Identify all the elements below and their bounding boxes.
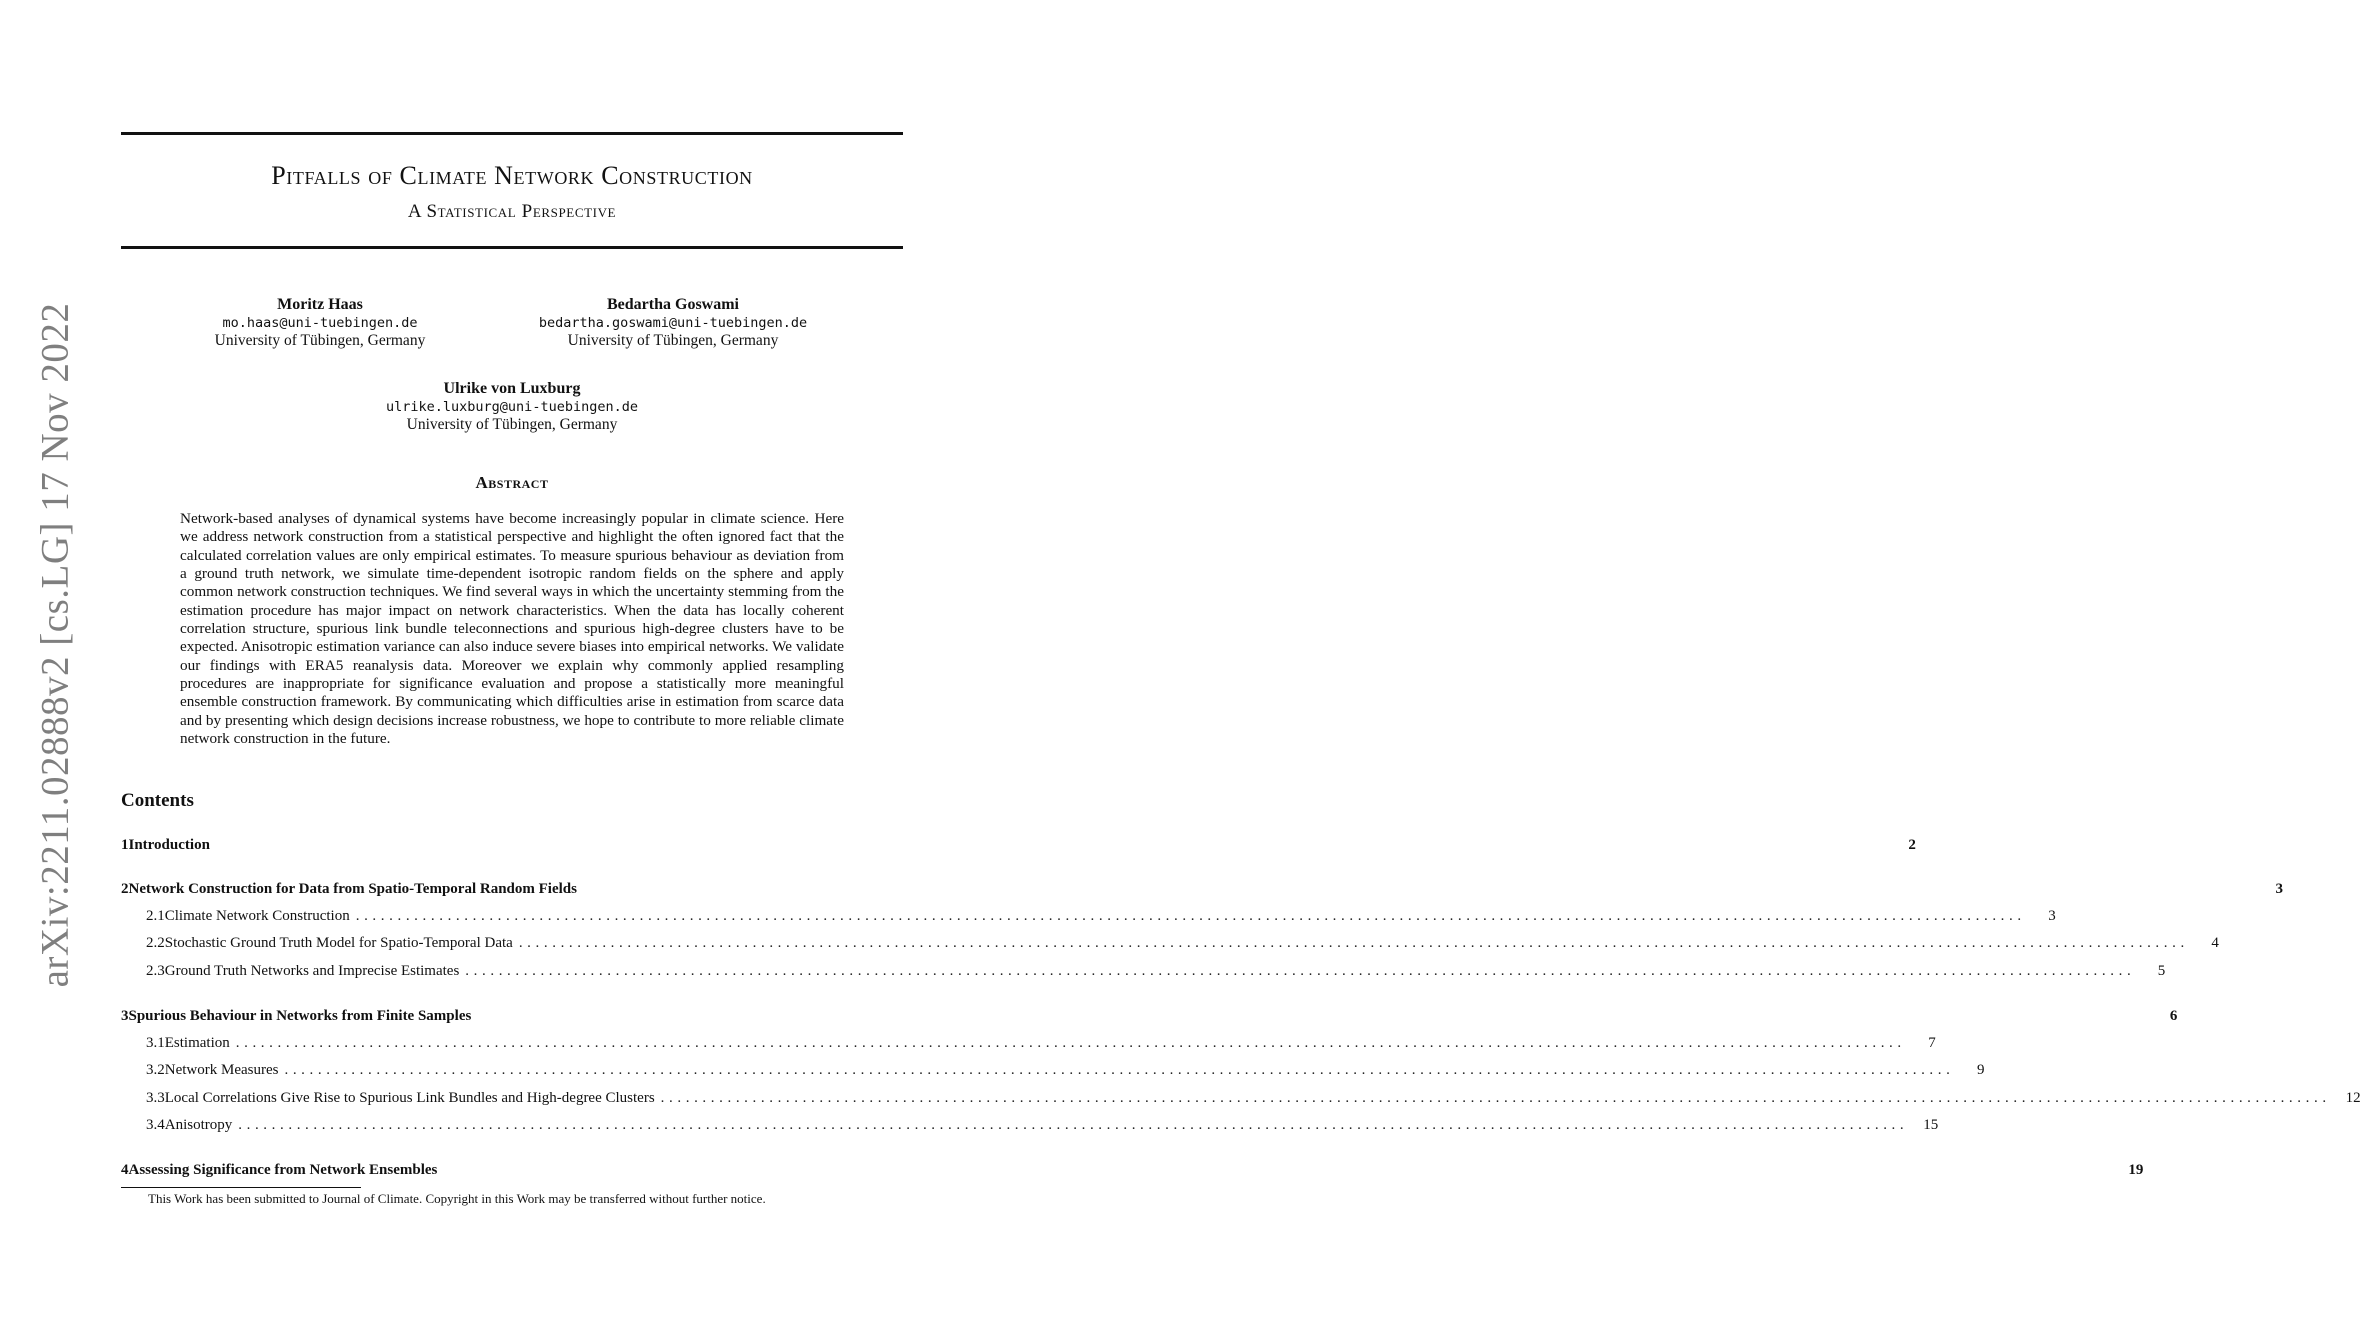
- toc-leader-dots: ........................................................................................................................................................................................................: [518, 935, 2189, 951]
- toc-entry-page: 3: [2275, 881, 2283, 897]
- toc-entry-page: 9: [1976, 1062, 1985, 1078]
- toc-entry[interactable]: [121, 1035, 1936, 1052]
- toc-leader-dots: ........................................................................................................................................................................................................: [238, 1117, 1909, 1133]
- toc-entry-title: Stochastic Ground Truth Model for Spatio-Temporal Data: [164, 935, 513, 951]
- toc-leader-dots: ........................................................................................................................................................................................................: [355, 908, 2026, 924]
- author-email: mo.haas@uni-tuebingen.de: [222, 315, 418, 331]
- toc-entry[interactable]: [121, 1162, 2144, 1179]
- toc-entry-page: 5: [2157, 963, 2166, 979]
- toc-entry-page: 2: [1908, 837, 1916, 853]
- arxiv-identifier: arXiv:2211.02888v2 [cs.LG] 17 Nov 2022: [33, 302, 77, 988]
- toc-entry-number: 3.2: [146, 1062, 165, 1078]
- author-name: Ulrike von Luxburg: [443, 380, 581, 397]
- toc-entry[interactable]: [121, 1062, 1985, 1079]
- toc-entry-number: 2.1: [146, 908, 165, 924]
- author-block: [170, 296, 470, 350]
- toc-entry-number: 2.2: [146, 935, 165, 951]
- toc-entry[interactable]: [121, 1008, 2178, 1025]
- toc-entry-title: Climate Network Construction: [164, 908, 350, 924]
- toc-entry[interactable]: [121, 935, 2219, 952]
- toc-entry[interactable]: [121, 1117, 1939, 1134]
- author-email: ulrike.luxburg@uni-tuebingen.de: [386, 399, 638, 415]
- toc-leader-dots: ........................................................................................................................................................................................................: [660, 1090, 2331, 1106]
- toc-entry[interactable]: [121, 837, 1916, 854]
- toc-entry-number: 3.3: [146, 1090, 165, 1106]
- toc-entry-title: Estimation: [164, 1035, 230, 1051]
- toc-entry-title: Spurious Behaviour in Networks from Finite Samples: [128, 1008, 472, 1024]
- toc-entry-number: 3.4: [146, 1117, 165, 1133]
- author-affiliation: University of Tübingen, Germany: [406, 416, 618, 433]
- paper-subtitle: A Statistical Perspective: [407, 201, 617, 222]
- toc-entry[interactable]: [121, 1090, 2361, 1107]
- author-block: [362, 380, 662, 434]
- author-affiliation: University of Tübingen, Germany: [567, 332, 779, 349]
- toc-entry-number: 2: [121, 881, 129, 897]
- toc-entry[interactable]: [121, 881, 2283, 898]
- toc-entry-page: 7: [1928, 1035, 1936, 1051]
- author-name: Moritz Haas: [277, 296, 363, 313]
- toc-entry-page: 4: [2211, 935, 2219, 951]
- toc-entry-number: 1: [121, 837, 129, 853]
- toc-entry-title: Assessing Significance from Network Ensembles: [128, 1162, 438, 1178]
- toc-entry[interactable]: [121, 963, 2166, 980]
- author-affiliation: University of Tübingen, Germany: [214, 332, 426, 349]
- toc-entry-page: 15: [1923, 1117, 1939, 1133]
- toc-entry-number: 3.1: [146, 1035, 165, 1051]
- author-name: Bedartha Goswami: [607, 296, 739, 313]
- toc-leader-dots: ........................................................................................................................................................................................................: [235, 1035, 1906, 1051]
- author-email: bedartha.goswami@uni-tuebingen.de: [538, 315, 808, 331]
- footnote: This Work has been submitted to Journal of Climate. Copyright in this Work may be transferred without further notice.: [148, 1191, 766, 1206]
- toc-entry-number: 4: [121, 1162, 129, 1178]
- toc-leader-dots: ........................................................................................................................................................................................................: [284, 1062, 1955, 1078]
- toc-entry-page: 3: [2048, 908, 2056, 924]
- paper-title: Pitfalls of Climate Network Construction: [271, 161, 753, 190]
- toc-entry-number: 3: [121, 1008, 129, 1024]
- toc-entry-title: Network Construction for Data from Spatio-Temporal Random Fields: [128, 881, 577, 897]
- title-rule-bottom: [121, 246, 903, 249]
- footnote-rule: [121, 1187, 361, 1188]
- abstract-text: Network-based analyses of dynamical systems have become increasingly popular in climate science. Here we address network construction from a statistical perspective and highlight the often ignored fact that the calculated correlation values are only empirical estimates. To measure spurious behaviour as deviation from a ground truth network, we simulate time-dependent isotropic random fields on the sphere and apply common network construction techniques. We find several ways in which the uncertainty stemming from the estimation procedure has major impact on network characteristics. When the data has locally coherent correlation structure, spurious link bundle teleconnections and spurious high-degree clusters have to be expected. Anisotropic estimation variance can also induce severe biases into empirical networks. We validate our findings with ERA5 reanalysis data. Moreover we explain why commonly applied resampling procedures are inappropriate for significance evaluation and propose a statistically more meaningful ensemble construction framework. By communicating which difficulties arise in estimation from scarce data and by presenting which design decisions increase robustness, we hope to contribute to more reliable climate network construction in the future.: [180, 510, 844, 748]
- title-rule-top: [121, 132, 903, 135]
- toc-entry-page: 6: [2169, 1008, 2178, 1024]
- toc-entry-title: Local Correlations Give Rise to Spurious Link Bundles and High-degree Clusters: [164, 1090, 655, 1106]
- abstract-heading: Abstract: [475, 473, 549, 492]
- toc-entry-title: Network Measures: [164, 1062, 279, 1078]
- author-block: [518, 296, 828, 350]
- contents-heading: Contents: [121, 790, 194, 811]
- toc-entry-title: Anisotropy: [164, 1117, 233, 1133]
- toc-entry-number: 2.3: [146, 963, 165, 979]
- toc-entry[interactable]: [121, 908, 2056, 925]
- toc-leader-dots: ........................................................................................................................................................................................................: [465, 963, 2136, 979]
- toc-entry-page: 19: [2128, 1162, 2144, 1178]
- toc-entry-page: 12: [2345, 1090, 2361, 1106]
- toc-entry-title: Ground Truth Networks and Imprecise Estimates: [164, 963, 460, 979]
- toc-entry-title: Introduction: [128, 837, 210, 853]
